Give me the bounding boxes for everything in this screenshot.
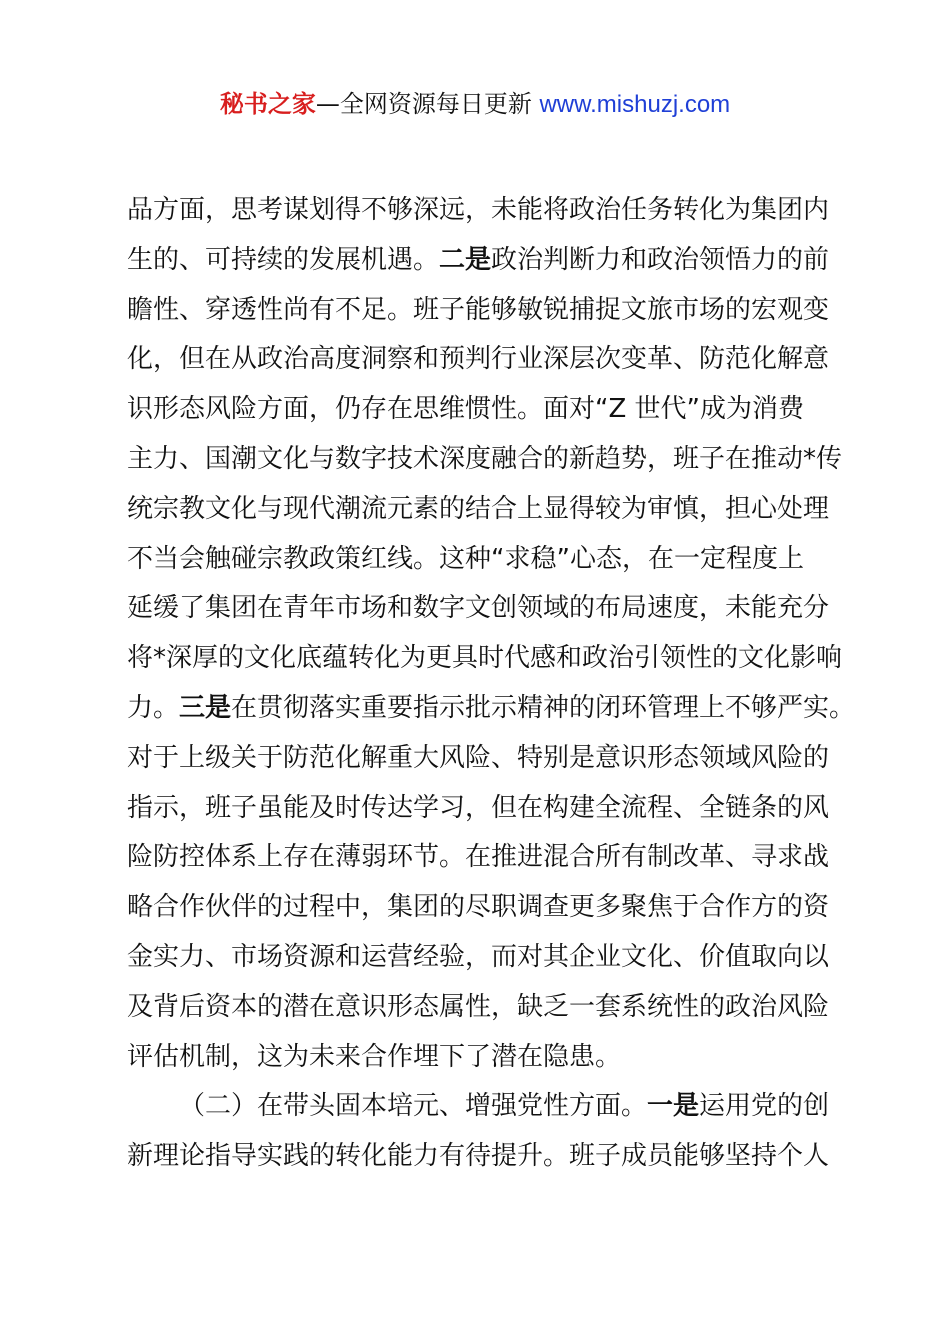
text-line: 化，但在从政治高度洞察和预判行业深层次变革、防范化解意 <box>127 344 830 375</box>
text-line: 指示，班子虽能及时传达学习，但在构建全流程、全链条的风 <box>127 792 830 823</box>
text-line: 略合作伙伴的过程中，集团的尽职调查更多聚焦于合作方的资 <box>127 892 830 923</box>
text-line: 瞻性、穿透性尚有不足。班子能够敏锐捕捉文旅市场的宏观变 <box>127 294 830 325</box>
text-line: 品方面，思考谋划得不够深远，未能将政治任务转化为集团内 <box>127 195 830 225</box>
text-line: 生的、可持续的发展机遇。二是政治判断力和政治领悟力的前 <box>127 244 830 275</box>
text-line: 主力、国潮文化与数字技术深度融合的新趋势，班子在推动*传 <box>127 443 843 474</box>
text-line: 不当会触碰宗教政策红线。这种“求稳”心态，在一定程度上 <box>127 543 804 574</box>
text-line: 将*深厚的文化底蕴转化为更具时代感和政治引领性的文化影响 <box>127 643 843 674</box>
text-line: 评估机制，这为未来合作埋下了潜在隐患。 <box>127 1041 622 1072</box>
text-line: 识形态风险方面，仍存在思维惯性。面对“Z 世代”成为消费 <box>127 394 805 425</box>
emphasis: 一是 <box>647 1091 700 1122</box>
site-brand: 秘书之家 <box>219 90 316 118</box>
text-line: 及背后资本的潜在意识形态属性，缺乏一套系统性的政治风险 <box>127 991 830 1022</box>
emphasis: 二是 <box>439 244 492 275</box>
site-url-link[interactable]: www.mishuzj.com <box>539 91 731 118</box>
emphasis: 三是 <box>179 692 232 723</box>
text-line: 对于上级关于防范化解重大风险、特别是意识形态领域风险的 <box>127 742 830 773</box>
document-body <box>127 186 856 1182</box>
section-heading-line: （二）在带头固本培元、增强党性方面。一是运用党的创 <box>179 1091 830 1122</box>
text-line: 新理论指导实践的转化能力有待提升。班子成员能够坚持个人 <box>127 1141 830 1172</box>
text-line: 险防控体系上存在薄弱环节。在推进混合所有制改革、寻求战 <box>127 842 830 873</box>
text-line: 力。三是在贯彻落实重要指示批示精神的闭环管理上不够严实。 <box>127 692 856 723</box>
site-tagline: —全网资源每日更新 <box>315 90 540 118</box>
page-header <box>0 86 950 123</box>
text-line: 延缓了集团在青年市场和数字文创领域的布局速度，未能充分 <box>127 593 830 624</box>
text-line: 统宗教文化与现代潮流元素的结合上显得较为审慎，担心处理 <box>127 493 830 524</box>
text-line: 金实力、市场资源和运营经验，而对其企业文化、价值取向以 <box>127 941 830 972</box>
